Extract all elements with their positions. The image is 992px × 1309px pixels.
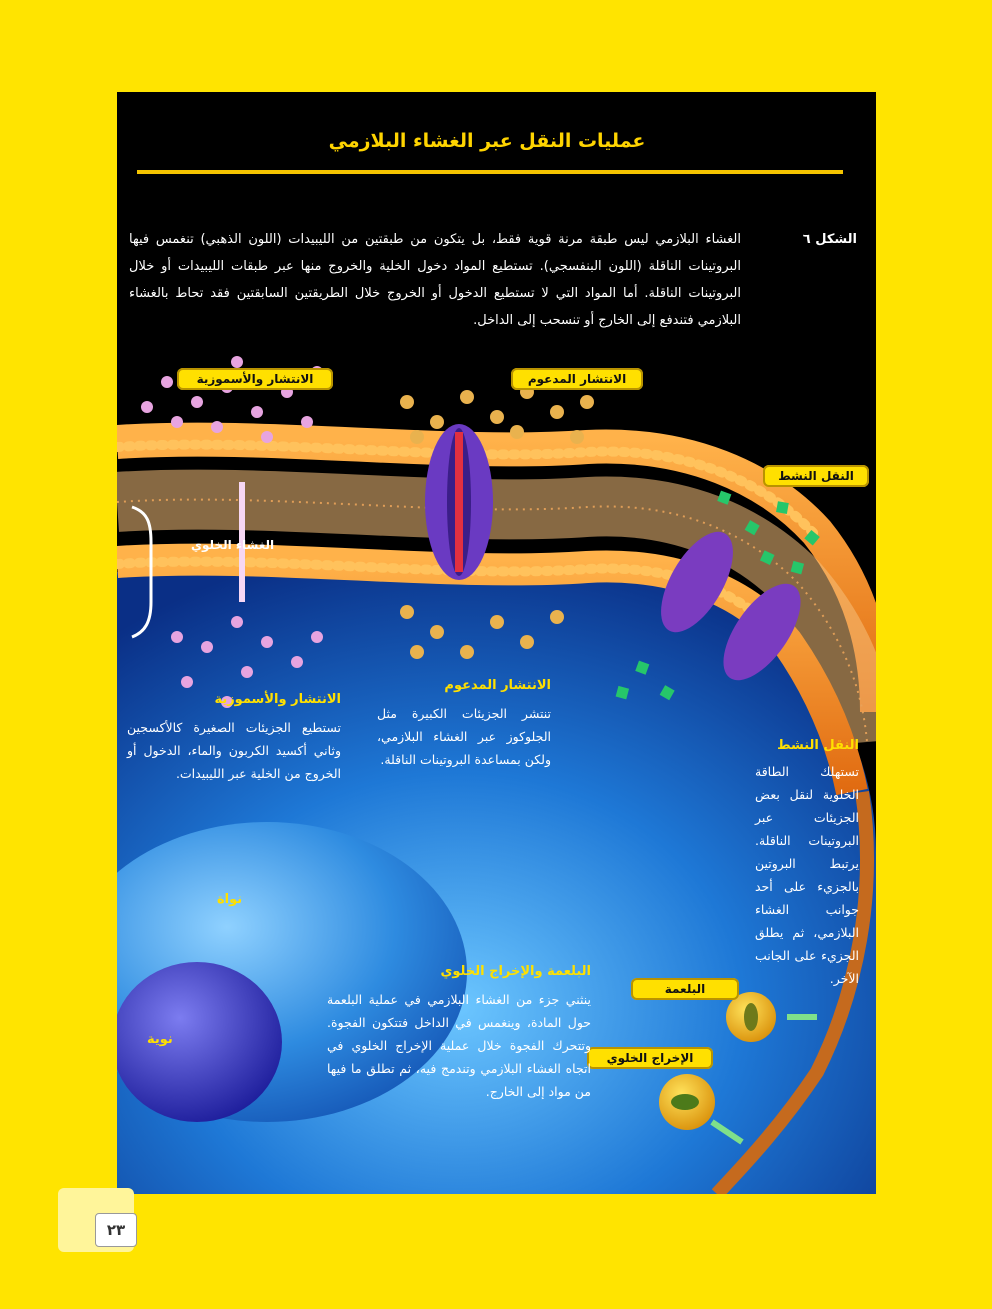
page-title: عمليات النقل عبر الغشاء البلازمي <box>328 130 646 152</box>
facilitated-text: تنتشر الجزيئات الكبيرة مثل الجلوكوز عبر الغشاء البلازمي، ولكن بمساعدة البروتينات الناقلة. <box>377 706 551 767</box>
title-rule <box>137 170 843 174</box>
tag-diffusion-osmosis: الانتشار والأسموزية <box>177 368 333 390</box>
figure-label: الشكل ٦ <box>802 232 857 247</box>
carrier-protein-facilitated <box>425 424 493 580</box>
figure-caption: الغشاء البلازمي ليس طبقة مرنة قوية فقط، بل يتكون من طبقتين من الليبيدات (اللون الذهبي) تنغمس فيها البروتينات الناقلة (اللون البنفسجي). تستطيع المواد دخول الخلية والخروج منها عبر طبقات الليبيدات أو خلال البروتينات الناقلة. أما المواد التي لا تستطيع الدخول أو الخروج خلال الطريقتين السابقتين فقد تحاط بالغشاء البلازمي فتندفع إلى الخارج أو تنسحب إلى الداخل. <box>129 232 741 328</box>
diffusion-heading: الانتشار والأسموزية <box>214 692 341 707</box>
tag-exocytosis: الإخراج الخلوي <box>587 1047 713 1069</box>
nucleus-label: نواة <box>217 892 243 907</box>
figure-panel <box>117 92 876 1194</box>
diffusion-text: تستطيع الجزيئات الصغيرة كالأكسجين وثاني أكسيد الكربون والماء، الدخول أو الخروج من الخلية عبر الليبيدات. <box>127 720 341 781</box>
facilitated-heading: الانتشار المدعوم <box>444 678 551 693</box>
tag-facilitated-diffusion: الانتشار المدعوم <box>511 368 643 390</box>
endo-exo-text: ينثني جزء من الغشاء البلازمي في عملية البلعمة حول المادة، وينغمس في الداخل فتتكون الفجوة. وتتحرك الفجوة خلال عملية الإخراج الخلوي في اتجاه الغشاء البلازمي وتندمج فيه، ثم تطلق ما فيها من مواد إلى الخارج. <box>327 992 591 1099</box>
tag-endocytosis: البلعمة <box>631 978 739 1000</box>
membrane-label: الغشاء الخلوي <box>191 538 275 552</box>
tag-active-transport: النقل النشط <box>763 465 869 487</box>
endo-exo-heading: البلعمة والإخراج الخلوي <box>440 964 591 979</box>
nucleolus <box>117 962 282 1122</box>
active-text: تستهلك الطاقة الخلوية لنقل بعض الجزيئات عبر البروتينات الناقلة. يرتبط البروتين بالجزيء على أحد جوانب الغشاء البلازمي، ثم يطلق الجزيء على الجانب الآخر. <box>755 764 859 986</box>
active-heading: النقل النشط <box>777 738 859 753</box>
nucleolus-label: نوية <box>147 1032 173 1047</box>
page-number: ٢٣ <box>95 1213 137 1247</box>
